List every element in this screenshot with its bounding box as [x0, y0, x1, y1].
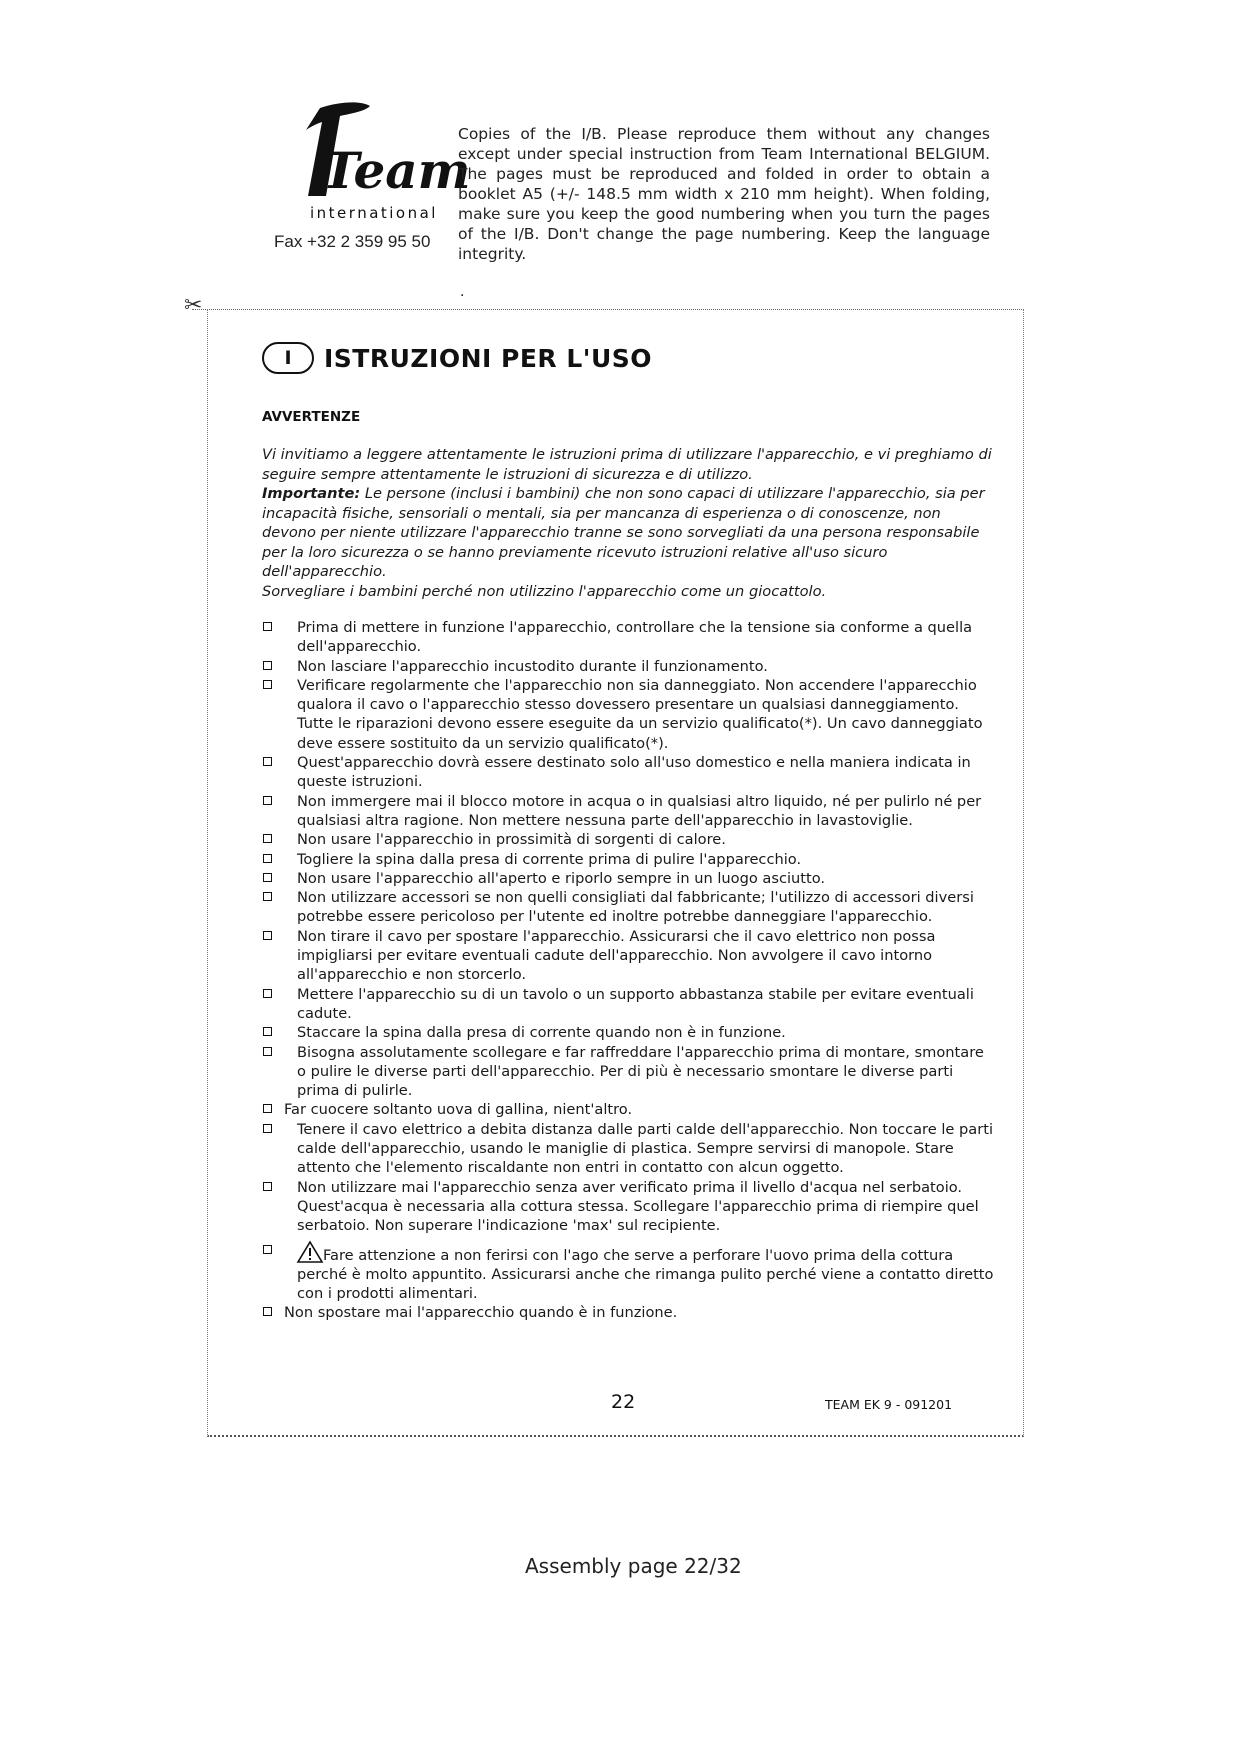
warning-text: Non lasciare l'apparecchio incustodito durante il funzionamento.: [297, 657, 768, 675]
warning-item: [262, 888, 997, 927]
checkbox-bullet-icon: [263, 989, 272, 998]
warning-text: Non usare l'apparecchio in prossimità di sorgenti di calore.: [297, 831, 726, 849]
section-title: AVVERTENZE: [262, 409, 361, 425]
warning-item: [262, 792, 997, 831]
checkbox-bullet-icon: [263, 1245, 272, 1254]
warning-text: Prima di mettere in funzione l'apparecchio, controllare che la tensione sia conforme a quella dell'apparecchio.: [297, 619, 973, 656]
language-badge: I: [262, 342, 314, 374]
checkbox-bullet-icon: [263, 661, 272, 670]
important-paragraph: [262, 484, 992, 582]
checkbox-bullet-icon: [263, 1047, 272, 1056]
checkbox-bullet-icon: [263, 834, 272, 843]
scissors-icon: ✂: [184, 293, 203, 318]
warning-item: [262, 985, 997, 1024]
warning-text: Verificare regolarmente che l'apparecchio non sia danneggiato. Non accendere l'apparecchio qualora il cavo o l'apparecchio stesso dovessero presentare un qualsiasi danneggiamento. Tutte le riparazioni devono essere eseguite da un servizio qualificato(*). Un cavo danneggiato deve essere sostituito da un servizio qualificato(*).: [297, 676, 983, 752]
checkbox-bullet-icon: [263, 680, 272, 689]
warning-text: Tenere il cavo elettrico a debita distanza dalle parti calde dell'apparecchio. Non toccare le parti calde dell'apparecchio, usando le maniglie di plastica. Sempre servirsi di manopole. Stare attento che l'elemento riscaldante non entri in contatto con alcun oggetto.: [297, 1120, 994, 1177]
checkbox-bullet-icon: [263, 622, 272, 631]
checkbox-bullet-icon: [263, 757, 272, 766]
warning-text: Non usare l'apparecchio all'aperto e riporlo sempre in un luogo asciutto.: [297, 869, 826, 887]
checkbox-bullet-icon: [263, 892, 272, 901]
checkbox-bullet-icon: [263, 1124, 272, 1133]
warning-item: [262, 1178, 997, 1236]
warning-item: [262, 830, 997, 849]
warning-item: [262, 1303, 997, 1322]
warning-item: [262, 753, 997, 792]
supervision-paragraph: Sorvegliare i bambini perché non utilizzino l'apparecchio come un giocattolo.: [262, 582, 827, 600]
warning-text: Bisogna assolutamente scollegare e far raffreddare l'apparecchio prima di montare, smontare o pulire le diverse parti dell'apparecchio. Per di più è necessario smontare le diverse parti prima di pulirle.: [297, 1043, 984, 1100]
manual-title: ISTRUZIONI PER L'USO: [324, 343, 653, 373]
checkbox-bullet-icon: [263, 931, 272, 940]
warning-item: [262, 618, 997, 657]
warning-item: [262, 869, 997, 888]
warnings-list: [262, 618, 997, 1323]
warning-item: [262, 1100, 997, 1119]
manual-title-row: [262, 342, 652, 374]
warning-item: [262, 676, 997, 753]
warning-item: [262, 1023, 997, 1042]
warning-text: Fare attenzione a non ferirsi con l'ago che serve a perforare l'uovo prima della cottura perché è molto appuntito. Assicurarsi anche che rimanga pulito perché viene a contatto diretto con i prodotti alimentari.: [297, 1246, 994, 1303]
reproduction-note: Copies of the I/B. Please reproduce them without any changes except under special instruction from Team International BELGIUM. The pages must be reproduced and folded in order to obtain a booklet A5 (+/- 148.5 mm width x 210 mm height). When folding, make sure you keep the good numbering when you turn the pages of the I/B. Don't change the page numbering. Keep the language integrity.: [458, 125, 990, 263]
warning-text: Non utilizzare accessori se non quelli consigliati dal fabbricante; l'utilizzo di accessori diversi potrebbe essere pericoloso per l'utente ed inoltre potrebbe danneggiare l'apparecchio.: [297, 889, 974, 926]
warning-text: Togliere la spina dalla presa di corrente prima di pulire l'apparecchio.: [297, 850, 802, 868]
important-label: Importante:: [262, 485, 361, 502]
important-text: Le persone (inclusi i bambini) che non sono capaci di utilizzare l'apparecchio, sia per incapacità fisiche, sensoriali o mentali, sia per mancanza di esperienza o di conoscenze, non devono per niente utilizzare l'apparecchio tranne se sono sorvegliati da una persona responsabile per la loro sicurezza o se hanno previamente ricevuto istruzioni relative all'uso sicuro dell'apparecchio.: [262, 485, 985, 580]
checkbox-bullet-icon: [263, 796, 272, 805]
document-code: TEAM EK 9 - 091201: [825, 1397, 953, 1412]
intro-paragraph: Vi invitiamo a leggere attentamente le istruzioni prima di utilizzare l'apparecchio, e vi preghiamo di seguire sempre attentamente le istruzioni di sicurezza e di utilizzo.: [262, 446, 992, 483]
warning-text: Far cuocere soltanto uova di gallina, nient'altro.: [284, 1101, 633, 1119]
checkbox-bullet-icon: [263, 873, 272, 882]
warning-item: [262, 1241, 997, 1304]
checkbox-bullet-icon: [263, 1104, 272, 1113]
checkbox-bullet-icon: [263, 1307, 272, 1316]
warning-item: [262, 1043, 997, 1101]
warning-text: Non tirare il cavo per spostare l'apparecchio. Assicurarsi che il cavo elettrico non possa impigliarsi per evitare eventuali cadute dell'apparecchio. Non avvolgere il cavo intorno all'apparecchio e non storcerlo.: [297, 927, 936, 984]
warning-text: Quest'apparecchio dovrà essere destinato solo all'uso domestico e nella maniera indicata in queste istruzioni.: [297, 754, 971, 791]
checkbox-bullet-icon: [263, 1182, 272, 1191]
page-number: 22: [611, 1391, 636, 1413]
logo-word: Team: [322, 141, 471, 200]
warning-item: [262, 927, 997, 985]
intro-text: [262, 445, 992, 601]
checkbox-bullet-icon: [263, 1027, 272, 1036]
warning-item: [262, 1120, 997, 1178]
team-international-logo: [268, 100, 471, 225]
warning-text: Staccare la spina dalla presa di corrente quando non è in funzione.: [297, 1024, 786, 1042]
fax-number: Fax +32 2 359 95 50: [274, 232, 431, 251]
warning-text: Non immergere mai il blocco motore in acqua o in qualsiasi altro liquido, né per pulirlo né per qualsiasi altra ragione. Non mettere nessuna parte dell'apparecchio in lavastoviglie.: [297, 792, 982, 829]
warning-text: Non utilizzare mai l'apparecchio senza aver verificato prima il livello d'acqua nel serbatoio. Quest'acqua è necessaria alla cottura stessa. Scollegare l'apparecchio prima di riempire quel serbatoio. Non superare l'indicazione 'max' sul recipiente.: [297, 1178, 979, 1235]
warning-text: Mettere l'apparecchio su di un tavolo o un supporto abbastanza stabile per evitare eventuali cadute.: [297, 985, 974, 1022]
warning-triangle-icon: [297, 1241, 323, 1263]
warning-item: [262, 657, 997, 676]
warning-item: [262, 850, 997, 869]
stray-mark: .: [460, 284, 465, 300]
assembly-page-label: Assembly page 22/32: [525, 1554, 742, 1578]
logo-subtitle: international: [310, 204, 438, 222]
warning-text: Non spostare mai l'apparecchio quando è in funzione.: [284, 1304, 678, 1322]
checkbox-bullet-icon: [263, 854, 272, 863]
